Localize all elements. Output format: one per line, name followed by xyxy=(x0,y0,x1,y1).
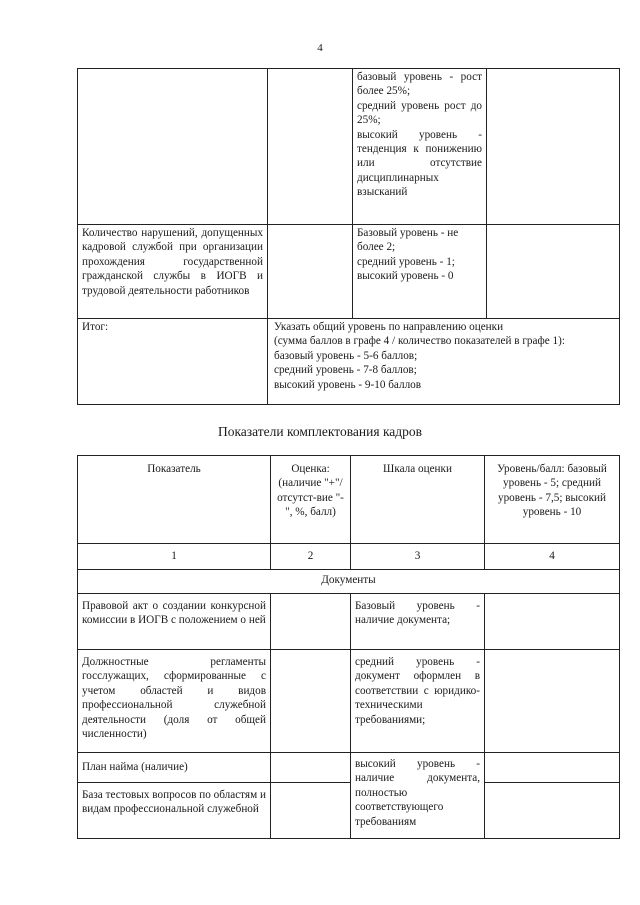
scale-line: средний уровень рост до 25%; xyxy=(357,99,482,127)
column-number: 2 xyxy=(271,544,351,570)
scale-line: высокий уровень - 0 xyxy=(357,270,454,283)
column-number: 4 xyxy=(485,544,620,570)
level-cell xyxy=(485,783,620,839)
level-cell xyxy=(487,225,620,319)
page-number: 4 xyxy=(317,42,323,54)
table-row xyxy=(78,69,620,225)
total-line: средний уровень - 7-8 баллов; xyxy=(274,364,417,377)
total-row xyxy=(78,319,620,405)
level-cell xyxy=(485,650,620,753)
level-cell xyxy=(487,69,620,225)
indicator-cell: Правовой акт о создании конкурсной комиссии в ИОГВ с положением о ней xyxy=(78,594,271,650)
indicator-cell xyxy=(78,69,268,225)
indicator-cell: Должностные регламенты госслужащих, сформированные с учетом областей и видов профессиональной служебной деятельности (доля от общей численности) xyxy=(78,650,271,753)
total-line: базовый уровень - 5-6 баллов; xyxy=(274,349,418,362)
top-table xyxy=(77,68,620,405)
header-level: Уровень/балл: базовый уровень - 5; средний уровень - 7,5; высокий уровень - 10 xyxy=(485,456,620,544)
total-cell xyxy=(268,319,620,405)
indicator-cell: Количество нарушений, допущенных кадровой службой при организации прохождения государственной гражданской службы в ИОГВ и трудовой деятельности работников xyxy=(78,225,268,319)
total-line: высокий уровень - 9-10 баллов xyxy=(274,378,422,391)
scale-cell: Базовый уровень - наличие документа; xyxy=(351,594,485,650)
column-number: 3 xyxy=(351,544,485,570)
scale-cell: высокий уровень - наличие документа, полностью соответствующего требованиям xyxy=(351,753,485,839)
assessment-cell xyxy=(271,783,351,839)
indicator-cell: База тестовых вопросов по областям и видам профессиональной служебной xyxy=(78,783,271,839)
assessment-cell xyxy=(271,594,351,650)
scale-cell: средний уровень - документ оформлен в соответствии с юридико-техническими требованиями; xyxy=(351,650,485,753)
table-row xyxy=(78,753,620,783)
scale-cell xyxy=(353,225,487,319)
assessment-cell xyxy=(271,753,351,783)
assessment-cell xyxy=(268,225,353,319)
scale-cell xyxy=(353,69,487,225)
table-row xyxy=(78,225,620,319)
scale-line: высокий уровень - тенденция к понижению или отсутствие дисциплинарных взысканий xyxy=(357,128,482,199)
scale-line: средний уровень - 1; xyxy=(357,255,455,268)
level-cell xyxy=(485,753,620,783)
scale-line: Базовый уровень - не более 2; xyxy=(357,227,459,254)
assessment-cell xyxy=(271,650,351,753)
header-row xyxy=(78,456,620,544)
table-row xyxy=(78,594,620,650)
indicators-table xyxy=(77,455,620,839)
section-row xyxy=(78,570,620,594)
header-indicator: Показатель xyxy=(78,456,271,544)
column-number: 1 xyxy=(78,544,271,570)
level-cell xyxy=(485,594,620,650)
section-title: Документы xyxy=(78,570,620,594)
table-row xyxy=(78,783,620,839)
assessment-cell xyxy=(268,69,353,225)
section-heading: Показатели комплектования кадров xyxy=(217,424,423,439)
table-row xyxy=(78,650,620,753)
scale-line: базовый уровень - рост более 25%; xyxy=(357,71,482,98)
indicator-cell: План найма (наличие) xyxy=(78,753,271,783)
header-scale: Шкала оценки xyxy=(351,456,485,544)
column-number-row xyxy=(78,544,620,570)
total-label: Итог: xyxy=(78,319,268,405)
total-line: (сумма баллов в графе 4 / количество показателей в графе 1): xyxy=(274,335,565,348)
total-line: Указать общий уровень по направлению оценки xyxy=(274,321,504,333)
header-assessment: Оценка: (наличие "+"/отсутст-вие "-", %, балл) xyxy=(271,456,351,544)
